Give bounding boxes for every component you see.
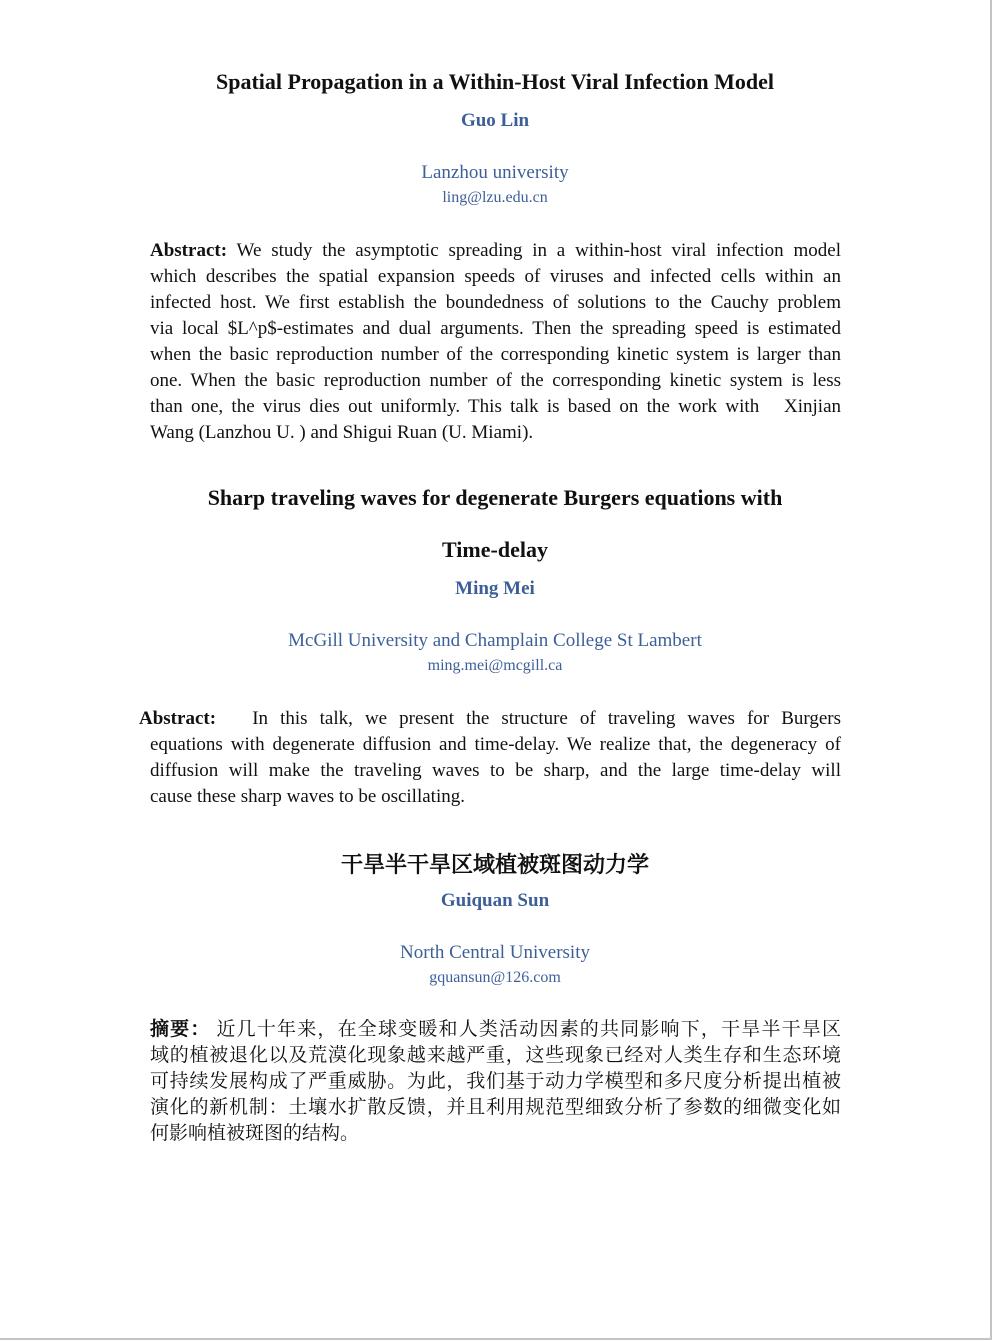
abstract-label: 摘要： (150, 1019, 211, 1040)
abstract-line: diffusion will make the traveling waves to be sharp, and the large time-delay will (150, 760, 841, 781)
abstract-text: In this talk, we present the structure of traveling waves for Burgers (252, 708, 841, 729)
abstract-line (150, 238, 841, 264)
abstract-text: 近几十年来，在全球变暖和人类活动因素的共同影响下，干旱半干旱区 (216, 1019, 841, 1040)
abstract-line: infected host. We first establish the boundedness of solutions to the Cauchy problem (150, 292, 841, 313)
talk-1-email: ling@lzu.edu.cn (442, 189, 548, 206)
abstract-line: 何影响植被斑图的结构。 (150, 1123, 360, 1144)
abstract-label: Abstract: (139, 708, 217, 729)
talk-3-title: 干旱半干旱区域植被斑图动力学 (340, 852, 649, 877)
talk-1-title: Spatial Propagation in a Within-Host Viral Infection Model (215, 69, 774, 94)
talk-2-title-cont: Time-delay (442, 537, 548, 562)
abstract-label: Abstract: (150, 240, 228, 261)
talk-3-email: gquansun@126.com (429, 969, 561, 986)
talk-3-author: Guiquan Sun (440, 890, 550, 911)
abstract-line (150, 1017, 841, 1043)
talk-3-affiliation: North Central University (400, 942, 590, 963)
abstract-line: cause these sharp waves to be oscillating. (150, 786, 465, 807)
abstract-line: than one, the virus dies out uniformly. This talk is based on the work with Xinjian (150, 396, 841, 417)
abstract-line: one. When the basic reproduction number of the corresponding kinetic system is less (150, 370, 841, 391)
talk-2-title: Sharp traveling waves for degenerate Burgers equations with (207, 485, 783, 510)
abstract-line: 演化的新机制：土壤水扩散反馈，并且利用规范型细致分析了参数的细微变化如 (150, 1097, 841, 1118)
talk-1-author: Guo Lin (460, 110, 530, 131)
abstract-line: when the basic reproduction number of the corresponding kinetic system is larger than (150, 344, 841, 365)
abstract-line: which describes the spatial expansion speeds of viruses and infected cells within an (150, 266, 841, 287)
abstract-line: via local $L^p$-estimates and dual arguments. Then the spreading speed is estimated (150, 318, 841, 339)
abstract-line: 可持续发展构成了严重威胁。为此，我们基于动力学模型和多尺度分析提出植被 (150, 1071, 841, 1092)
talk-1-affiliation: Lanzhou university (421, 162, 569, 183)
talk-2-author: Ming Mei (455, 578, 535, 599)
abstract-text: We study the asymptotic spreading in a within-host viral infection model (227, 240, 841, 261)
talk-2-email: ming.mei@mcgill.ca (427, 657, 563, 674)
abstract-line: Wang (Lanzhou U. ) and Shigui Ruan (U. Miami). (150, 422, 534, 443)
abstract-line (139, 706, 841, 732)
abstract-line: 域的植被退化以及荒漠化现象越来越严重，这些现象已经对人类生存和生态环境 (150, 1045, 841, 1066)
talk-2-affiliation: McGill University and Champlain College St Lambert (288, 630, 702, 651)
abstract-line: equations with degenerate diffusion and time-delay. We realize that, the degeneracy of (150, 734, 841, 755)
